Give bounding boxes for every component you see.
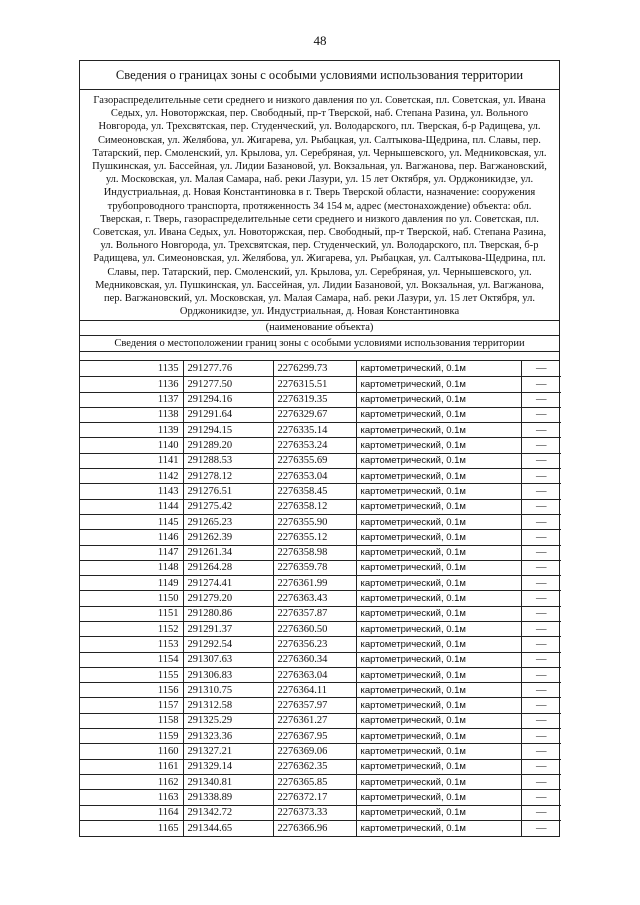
point-number-cell: 1150 [80, 591, 183, 606]
note-cell: — [521, 820, 561, 835]
x-coordinate-cell: 291288.53 [183, 453, 273, 468]
x-coordinate-cell: 291307.63 [183, 652, 273, 667]
x-coordinate-cell: 291279.20 [183, 591, 273, 606]
table-row [80, 713, 561, 728]
method-accuracy-cell: картометрический, 0.1м [356, 606, 521, 621]
x-coordinate-cell: 291294.16 [183, 392, 273, 407]
note-cell: — [521, 392, 561, 407]
point-number-cell: 1160 [80, 744, 183, 759]
table-row [80, 392, 561, 407]
point-number-cell: 1157 [80, 698, 183, 713]
y-coordinate-cell: 2276357.97 [273, 698, 356, 713]
y-coordinate-cell: 2276299.73 [273, 361, 356, 376]
note-cell: — [521, 606, 561, 621]
x-coordinate-cell: 291277.50 [183, 377, 273, 392]
point-number-cell: 1147 [80, 545, 183, 560]
note-cell: — [521, 438, 561, 453]
y-coordinate-cell: 2276361.99 [273, 576, 356, 591]
method-accuracy-cell: картометрический, 0.1м [356, 652, 521, 667]
x-coordinate-cell: 291264.28 [183, 560, 273, 575]
x-coordinate-cell: 291325.29 [183, 713, 273, 728]
note-cell: — [521, 545, 561, 560]
method-accuracy-cell: картометрический, 0.1м [356, 469, 521, 484]
point-number-cell: 1155 [80, 667, 183, 682]
note-cell: — [521, 683, 561, 698]
note-cell: — [521, 698, 561, 713]
table-row [80, 423, 561, 438]
table-row [80, 407, 561, 422]
x-coordinate-cell: 291338.89 [183, 790, 273, 805]
note-cell: — [521, 361, 561, 376]
point-number-cell: 1165 [80, 820, 183, 835]
y-coordinate-cell: 2276363.43 [273, 591, 356, 606]
x-coordinate-cell: 291327.21 [183, 744, 273, 759]
note-cell: — [521, 407, 561, 422]
table-row [80, 469, 561, 484]
table-row [80, 729, 561, 744]
x-coordinate-cell: 291329.14 [183, 759, 273, 774]
y-coordinate-cell: 2276356.23 [273, 637, 356, 652]
method-accuracy-cell: картометрический, 0.1м [356, 514, 521, 529]
header-spacer [80, 352, 559, 361]
x-coordinate-cell: 291280.86 [183, 606, 273, 621]
method-accuracy-cell: картометрический, 0.1м [356, 438, 521, 453]
note-cell: — [521, 790, 561, 805]
table-row [80, 622, 561, 637]
y-coordinate-cell: 2276319.35 [273, 392, 356, 407]
point-number-cell: 1151 [80, 606, 183, 621]
y-coordinate-cell: 2276366.96 [273, 820, 356, 835]
note-cell: — [521, 499, 561, 514]
table-row [80, 652, 561, 667]
y-coordinate-cell: 2276355.12 [273, 530, 356, 545]
y-coordinate-cell: 2276364.11 [273, 683, 356, 698]
table-row [80, 514, 561, 529]
point-number-cell: 1138 [80, 407, 183, 422]
note-cell: — [521, 667, 561, 682]
method-accuracy-cell: картометрический, 0.1м [356, 377, 521, 392]
method-accuracy-cell: картометрический, 0.1м [356, 805, 521, 820]
coordinates-table-body [80, 361, 561, 835]
table-row [80, 576, 561, 591]
point-number-cell: 1164 [80, 805, 183, 820]
object-name-caption: (наименование объекта) [80, 321, 559, 336]
y-coordinate-cell: 2276355.90 [273, 514, 356, 529]
x-coordinate-cell: 291274.41 [183, 576, 273, 591]
point-number-cell: 1143 [80, 484, 183, 499]
note-cell: — [521, 759, 561, 774]
note-cell: — [521, 530, 561, 545]
y-coordinate-cell: 2276358.12 [273, 499, 356, 514]
table-row [80, 484, 561, 499]
method-accuracy-cell: картометрический, 0.1м [356, 484, 521, 499]
point-number-cell: 1137 [80, 392, 183, 407]
point-number-cell: 1148 [80, 560, 183, 575]
method-accuracy-cell: картометрический, 0.1м [356, 576, 521, 591]
method-accuracy-cell: картометрический, 0.1м [356, 667, 521, 682]
method-accuracy-cell: картометрический, 0.1м [356, 361, 521, 376]
y-coordinate-cell: 2276360.34 [273, 652, 356, 667]
note-cell: — [521, 713, 561, 728]
y-coordinate-cell: 2276369.06 [273, 744, 356, 759]
table-row [80, 805, 561, 820]
table-row [80, 453, 561, 468]
y-coordinate-cell: 2276365.85 [273, 774, 356, 789]
point-number-cell: 1142 [80, 469, 183, 484]
point-number-cell: 1159 [80, 729, 183, 744]
method-accuracy-cell: картометрический, 0.1м [356, 499, 521, 514]
point-number-cell: 1162 [80, 774, 183, 789]
form-title: Сведения о границах зоны с особыми условиями использования территории [80, 61, 559, 90]
point-number-cell: 1154 [80, 652, 183, 667]
method-accuracy-cell: картометрический, 0.1м [356, 820, 521, 835]
x-coordinate-cell: 291310.75 [183, 683, 273, 698]
method-accuracy-cell: картометрический, 0.1м [356, 560, 521, 575]
method-accuracy-cell: картометрический, 0.1м [356, 545, 521, 560]
point-number-cell: 1145 [80, 514, 183, 529]
x-coordinate-cell: 291306.83 [183, 667, 273, 682]
x-coordinate-cell: 291340.81 [183, 774, 273, 789]
y-coordinate-cell: 2276358.98 [273, 545, 356, 560]
table-row [80, 499, 561, 514]
y-coordinate-cell: 2276358.45 [273, 484, 356, 499]
x-coordinate-cell: 291342.72 [183, 805, 273, 820]
point-number-cell: 1146 [80, 530, 183, 545]
method-accuracy-cell: картометрический, 0.1м [356, 774, 521, 789]
x-coordinate-cell: 291289.20 [183, 438, 273, 453]
zone-boundaries-form [79, 60, 560, 837]
table-row [80, 606, 561, 621]
note-cell: — [521, 514, 561, 529]
table-row [80, 667, 561, 682]
y-coordinate-cell: 2276335.14 [273, 423, 356, 438]
note-cell: — [521, 377, 561, 392]
point-number-cell: 1152 [80, 622, 183, 637]
note-cell: — [521, 576, 561, 591]
x-coordinate-cell: 291344.65 [183, 820, 273, 835]
table-row [80, 560, 561, 575]
x-coordinate-cell: 291278.12 [183, 469, 273, 484]
table-row [80, 774, 561, 789]
y-coordinate-cell: 2276362.35 [273, 759, 356, 774]
method-accuracy-cell: картометрический, 0.1м [356, 622, 521, 637]
y-coordinate-cell: 2276363.04 [273, 667, 356, 682]
note-cell: — [521, 453, 561, 468]
x-coordinate-cell: 291277.76 [183, 361, 273, 376]
method-accuracy-cell: картометрический, 0.1м [356, 453, 521, 468]
note-cell: — [521, 423, 561, 438]
x-coordinate-cell: 291275.42 [183, 499, 273, 514]
method-accuracy-cell: картометрический, 0.1м [356, 683, 521, 698]
x-coordinate-cell: 291291.37 [183, 622, 273, 637]
note-cell: — [521, 652, 561, 667]
method-accuracy-cell: картометрический, 0.1м [356, 713, 521, 728]
point-number-cell: 1140 [80, 438, 183, 453]
point-number-cell: 1163 [80, 790, 183, 805]
note-cell: — [521, 744, 561, 759]
method-accuracy-cell: картометрический, 0.1м [356, 729, 521, 744]
point-number-cell: 1156 [80, 683, 183, 698]
y-coordinate-cell: 2276329.67 [273, 407, 356, 422]
point-number-cell: 1135 [80, 361, 183, 376]
point-number-cell: 1144 [80, 499, 183, 514]
method-accuracy-cell: картометрический, 0.1м [356, 698, 521, 713]
point-number-cell: 1161 [80, 759, 183, 774]
method-accuracy-cell: картометрический, 0.1м [356, 530, 521, 545]
y-coordinate-cell: 2276353.24 [273, 438, 356, 453]
table-row [80, 820, 561, 835]
note-cell: — [521, 805, 561, 820]
table-row [80, 545, 561, 560]
table-row [80, 683, 561, 698]
y-coordinate-cell: 2276367.95 [273, 729, 356, 744]
note-cell: — [521, 469, 561, 484]
y-coordinate-cell: 2276372.17 [273, 790, 356, 805]
page-number: 48 [313, 33, 327, 48]
note-cell: — [521, 484, 561, 499]
point-number-cell: 1149 [80, 576, 183, 591]
y-coordinate-cell: 2276359.78 [273, 560, 356, 575]
method-accuracy-cell: картометрический, 0.1м [356, 591, 521, 606]
note-cell: — [521, 729, 561, 744]
x-coordinate-cell: 291312.58 [183, 698, 273, 713]
coordinates-table [80, 361, 561, 835]
x-coordinate-cell: 291294.15 [183, 423, 273, 438]
point-number-cell: 1136 [80, 377, 183, 392]
table-row [80, 637, 561, 652]
x-coordinate-cell: 291265.23 [183, 514, 273, 529]
table-row [80, 698, 561, 713]
method-accuracy-cell: картометрический, 0.1м [356, 407, 521, 422]
y-coordinate-cell: 2276361.27 [273, 713, 356, 728]
note-cell: — [521, 774, 561, 789]
y-coordinate-cell: 2276373.33 [273, 805, 356, 820]
point-number-cell: 1141 [80, 453, 183, 468]
object-description: Газораспределительные сети среднего и низкого давления по ул. Советская, пл. Советская, ул. Ивана Седых, ул. Новоторжская, пер. Свободный, пр-т Тверской, наб. Степана Разина, ул. Вольного Новгорода, ул. Трехсвятская, пер. Студенческий, ул. Володарского, пл. Тверская, б-р Радищева, ул. Симеоновская, ул. Желябова, ул. Жигарева, ул. Рыбацкая, ул. Салтыкова-Щедрина, пл. Славы, пер. Татарский, пер. Смоленский, ул. Крылова, ул. Серебряная, ул. Чернышевского, ул. Медниковская, ул. Пушкинская, ул. Бассейная, ул. Лидии Базановой, ул. Вокзальная, ул. Вагжанова, пер. Вагжановский, ул. Московская, ул. Малая Самара, наб. реки Лазури, ул. 15 лет Октября, ул. Орджоникидзе, ул. Индустриальная, д. Новая Константиновка в г. Тверь Тверской области, назначение: сооружения трубопроводного транспорта, протяженность 34 154 м, адрес (местонахождение) объекта: обл. Тверская, г. Тверь, газораспределительные сети среднего и низкого давления по ул. Советская, пл. Советская, ул. Ивана Седых, ул. Новоторжская, пер. Свободный, пр-т Тверской, наб. Степана Разина, ул. Вольного Новгорода, ул. Трехсвятская, пер. Студенческий, ул. Володарского, пл. Тверская, б-р Радищева, ул. Симеоновская, ул. Желябова, ул. Жигарева, ул. Рыбацкая, ул. Салтыкова-Щедрина, пл. Славы, пер. Татарский, пер. Смоленский, ул. Крылова, ул. Серебряная, ул. Чернышевского, ул. Медниковская, ул. Пушкинская, ул. Бассейная, ул. Лидии Базановой, ул. Вокзальная, ул. Вагжанова, пер. Вагжановский, ул. Московская, ул. Малая Самара, наб. реки Лазури, ул. 15 лет Октября, ул. Орджоникидзе, ул. Индустриальная, д. Новая Константиновка [80, 90, 559, 321]
y-coordinate-cell: 2276357.87 [273, 606, 356, 621]
table-row [80, 744, 561, 759]
table-row [80, 361, 561, 376]
method-accuracy-cell: картометрический, 0.1м [356, 759, 521, 774]
y-coordinate-cell: 2276353.04 [273, 469, 356, 484]
x-coordinate-cell: 291323.36 [183, 729, 273, 744]
method-accuracy-cell: картометрический, 0.1м [356, 423, 521, 438]
table-row [80, 759, 561, 774]
note-cell: — [521, 591, 561, 606]
section-title: Сведения о местоположении границ зоны с особыми условиями использования территории [80, 336, 559, 352]
y-coordinate-cell: 2276355.69 [273, 453, 356, 468]
x-coordinate-cell: 291261.34 [183, 545, 273, 560]
x-coordinate-cell: 291276.51 [183, 484, 273, 499]
note-cell: — [521, 637, 561, 652]
x-coordinate-cell: 291291.64 [183, 407, 273, 422]
x-coordinate-cell: 291292.54 [183, 637, 273, 652]
method-accuracy-cell: картометрический, 0.1м [356, 637, 521, 652]
method-accuracy-cell: картометрический, 0.1м [356, 790, 521, 805]
x-coordinate-cell: 291262.39 [183, 530, 273, 545]
table-row [80, 438, 561, 453]
y-coordinate-cell: 2276315.51 [273, 377, 356, 392]
table-row [80, 377, 561, 392]
point-number-cell: 1158 [80, 713, 183, 728]
point-number-cell: 1153 [80, 637, 183, 652]
table-row [80, 591, 561, 606]
y-coordinate-cell: 2276360.50 [273, 622, 356, 637]
note-cell: — [521, 560, 561, 575]
method-accuracy-cell: картометрический, 0.1м [356, 392, 521, 407]
point-number-cell: 1139 [80, 423, 183, 438]
table-row [80, 530, 561, 545]
table-row [80, 790, 561, 805]
method-accuracy-cell: картометрический, 0.1м [356, 744, 521, 759]
note-cell: — [521, 622, 561, 637]
